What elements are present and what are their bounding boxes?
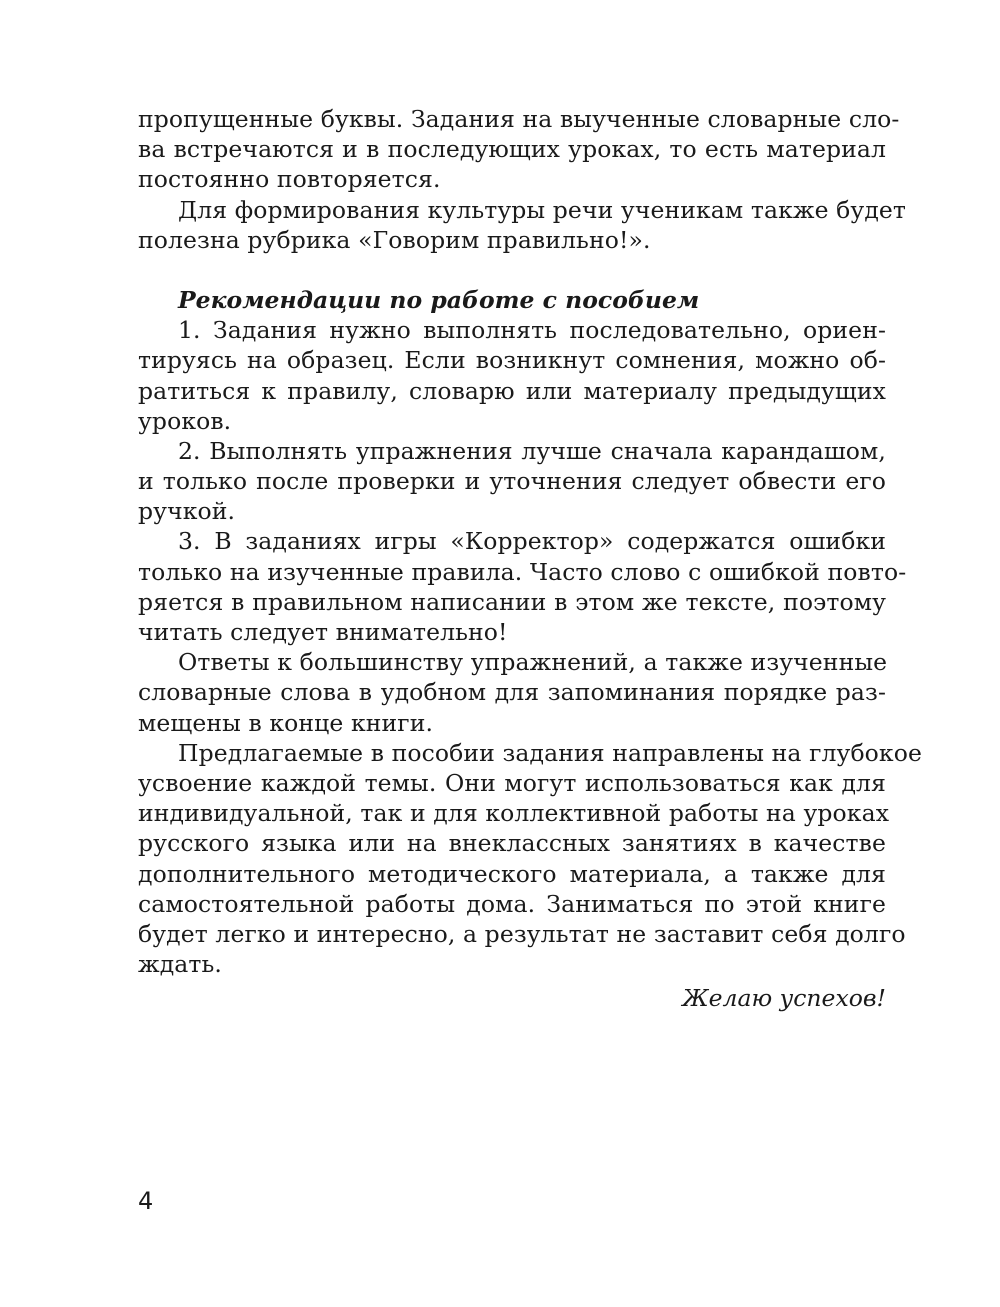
text-line: 1. Задания нужно выполнять последовательно, ориен- <box>178 316 886 345</box>
text-line: 3. В заданиях игры «Корректор» содержатся ошибки <box>178 527 886 556</box>
text-line: 2. Выполнять упражнения лучше сначала карандашом, <box>178 436 886 465</box>
page-number: 4 <box>138 1187 154 1215</box>
text-line: постоянно повторяется. <box>138 165 441 194</box>
text-line: русского языка или на внеклассных занятиях в качестве <box>138 829 886 858</box>
recommendation-3 <box>138 526 907 647</box>
text-line: ручкой. <box>138 497 236 526</box>
text-line: ждать. <box>138 950 222 979</box>
text-line: будет легко и интересно, а результат не заставит себя долго <box>138 919 906 948</box>
paragraph-conclusion <box>138 738 922 980</box>
signature: Желаю успехов! <box>682 984 886 1013</box>
text-line: индивидуальной, так и для коллективной работы на уроках <box>138 799 890 828</box>
text-line: ва встречаются и в последующих уроках, то есть материал <box>138 135 886 164</box>
page-text <box>138 104 922 1013</box>
text-line: мещены в конце книги. <box>138 708 434 737</box>
section-heading: Рекомендации по работе с пособием <box>178 285 700 314</box>
text-line: только на изученные правила. Часто слово с ошибкой повто- <box>138 557 907 586</box>
text-line: тируясь на образец. Если возникнут сомнения, можно об- <box>138 346 886 375</box>
recommendation-1 <box>138 315 886 436</box>
text-line: ряется в правильном написании в этом же тексте, поэтому <box>138 587 886 616</box>
text-line: словарные слова в удобном для запоминания порядке раз- <box>138 678 886 707</box>
text-line: Ответы к большинству упражнений, а также изученные <box>178 648 888 677</box>
section-spacer <box>138 255 886 285</box>
text-line: Для формирования культуры речи ученикам также будет <box>178 195 906 224</box>
text-line: пропущенные буквы. Задания на выученные словарные сло- <box>138 105 900 133</box>
paragraph-continuation <box>138 104 900 195</box>
text-line: дополнительного методического материала, а также для <box>138 859 886 888</box>
text-line: уроков. <box>138 406 232 435</box>
recommendation-2 <box>138 436 886 527</box>
text-line: Предлагаемые в пособии задания направлены на глубокое <box>178 738 922 767</box>
paragraph-answers <box>138 647 886 738</box>
text-line: читать следует внимательно! <box>138 618 508 646</box>
paragraph-speech-culture <box>138 195 906 255</box>
text-line: полезна рубрика «Говорим правильно!». <box>138 225 651 254</box>
text-line: усвоение каждой темы. Они могут использоваться как для <box>138 768 886 797</box>
text-line: и только после проверки и уточнения следует обвести его <box>138 467 886 496</box>
text-line: ратиться к правилу, словарю или материалу предыдущих <box>138 376 886 405</box>
text-line: самостоятельной работы дома. Заниматься по этой книге <box>138 889 886 918</box>
